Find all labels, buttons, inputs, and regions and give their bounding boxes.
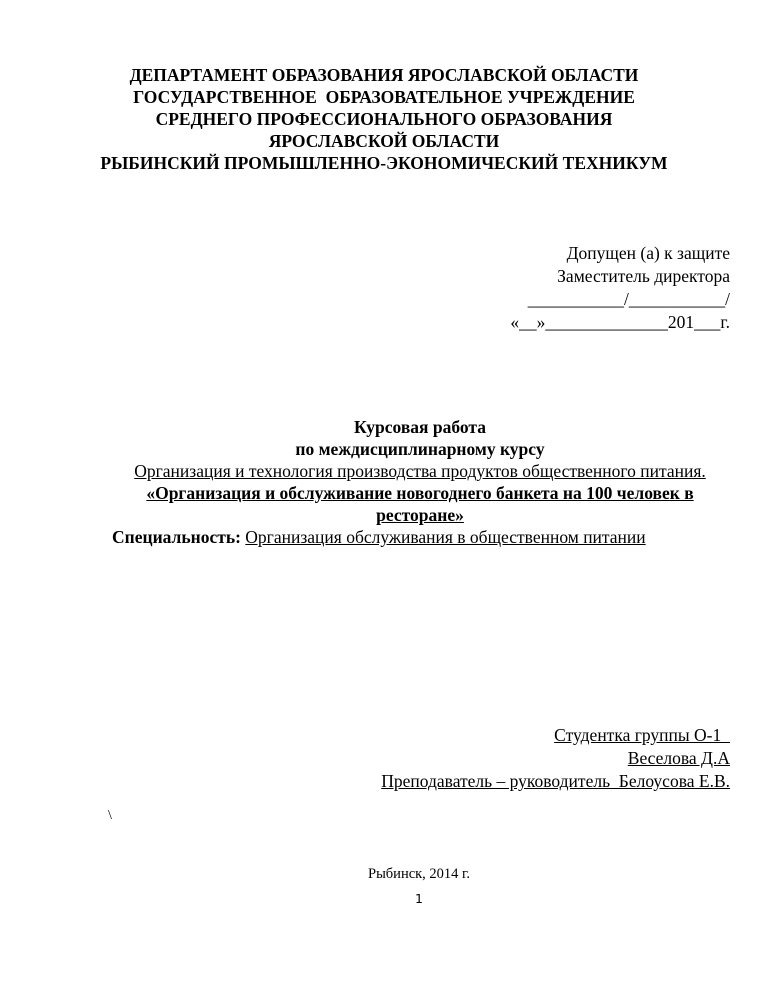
approval-block xyxy=(510,242,730,334)
teacher-name: Преподаватель – руководитель Белоусова Е.В. xyxy=(381,771,730,791)
authors-block xyxy=(381,724,730,793)
approval-date-line: «__»______________201___г. xyxy=(510,312,730,332)
title-block xyxy=(60,416,768,526)
header-line-department: ДЕПАРТАМЕНТ ОБРАЗОВАНИЯ ЯРОСЛАВСКОЙ ОБЛАСТИ xyxy=(129,65,639,85)
header-line-state-institution: ГОСУДАРСТВЕННОЕ ОБРАЗОВАТЕЛЬНОЕ УЧРЕЖДЕНИЕ xyxy=(133,87,635,107)
stray-backslash: \ xyxy=(108,808,112,823)
course-label: по междисциплинарному курсу xyxy=(295,439,545,459)
student-name: Веселова Д.А xyxy=(627,748,730,768)
city-year: Рыбинск, 2014 г. xyxy=(368,866,470,882)
approval-signature-line: ___________/___________/ xyxy=(527,289,730,309)
topic-title: «Организация и обслуживание новогоднего банкета на 100 человек в ресторане» xyxy=(146,483,694,525)
institution-header xyxy=(0,64,768,174)
work-type: Курсовая работа xyxy=(354,417,486,437)
header-line-region: ЯРОСЛАВСКОЙ ОБЛАСТИ xyxy=(268,131,500,151)
course-name: Организация и технология производства продуктов общественного питания. xyxy=(134,461,706,481)
specialty-label: Специальность: xyxy=(112,527,241,547)
specialty-value: Организация обслуживания в общественном питании xyxy=(245,527,646,547)
header-line-vocational: СРЕДНЕГО ПРОФЕССИОНАЛЬНОГО ОБРАЗОВАНИЯ xyxy=(155,109,613,129)
student-group: Студентка группы О-1 xyxy=(554,725,730,745)
page-number: 1 xyxy=(415,891,423,906)
approval-admitted: Допущен (а) к защите xyxy=(566,243,730,263)
specialty-line xyxy=(112,526,646,548)
header-line-college: РЫБИНСКИЙ ПРОМЫШЛЕННО-ЭКОНОМИЧЕСКИЙ ТЕХНИКУМ xyxy=(100,153,668,173)
approval-position: Заместитель директора xyxy=(557,266,730,286)
